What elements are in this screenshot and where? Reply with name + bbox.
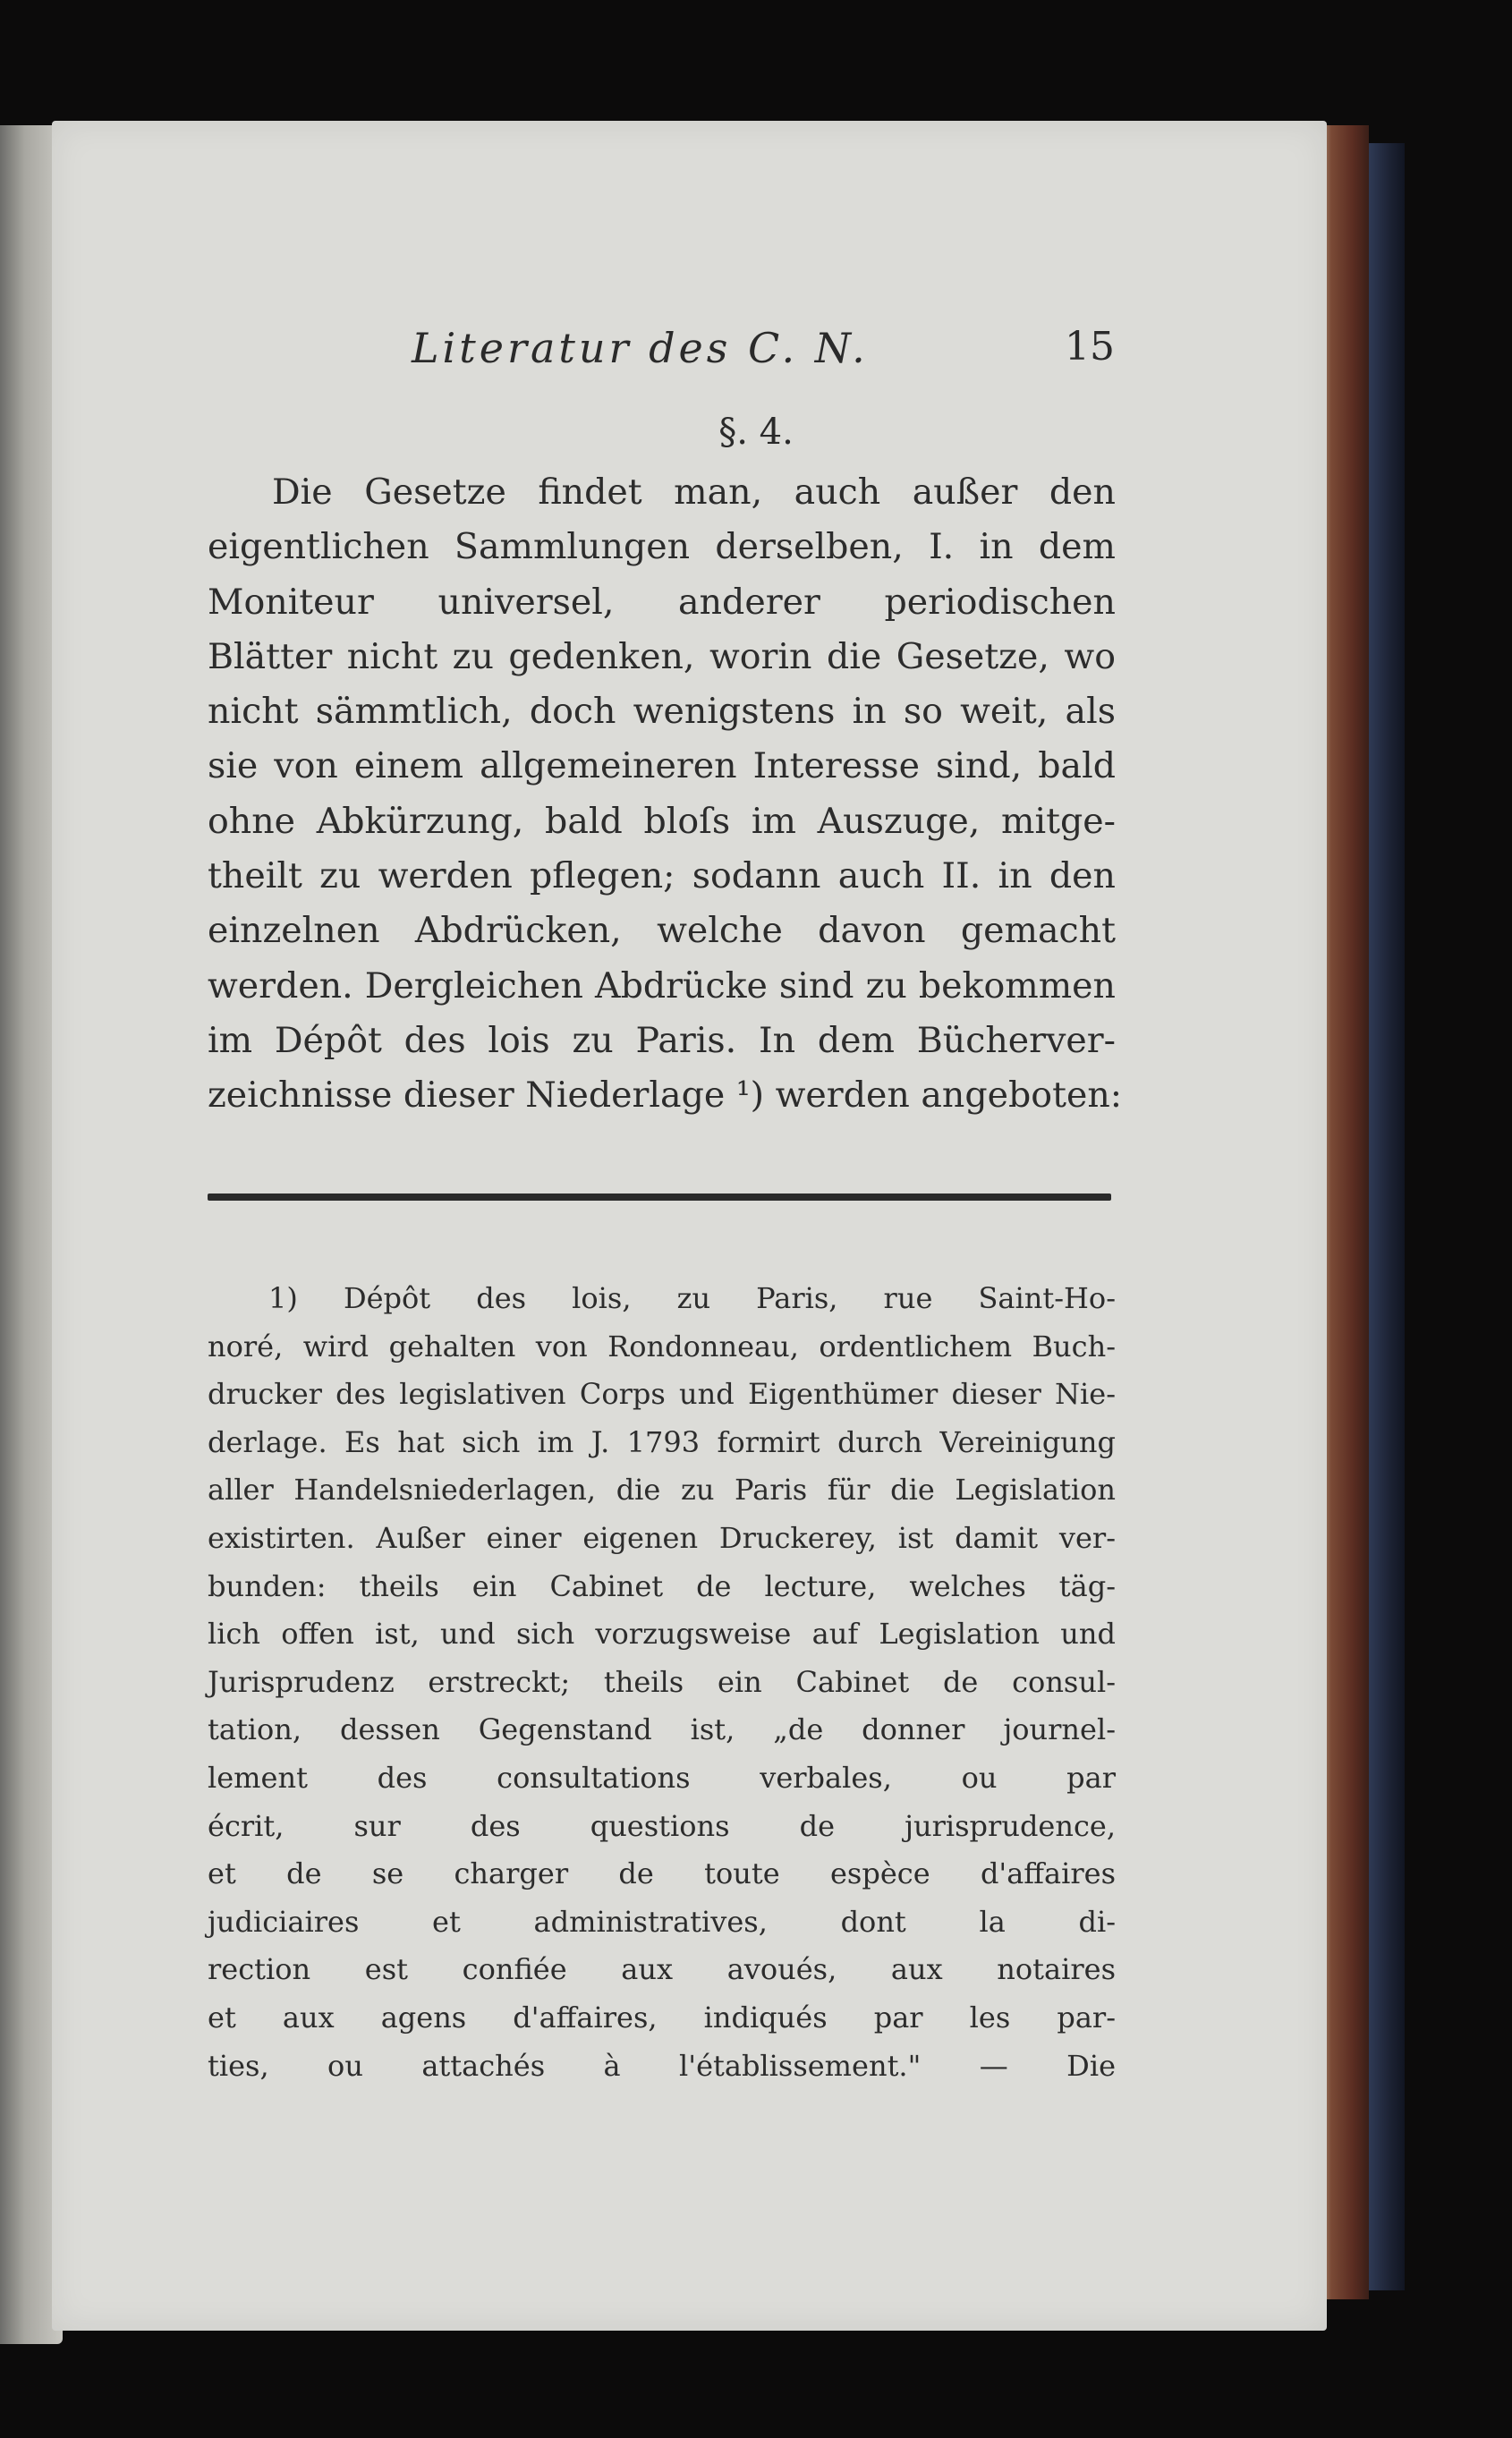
footnote-line: lich offen ist, und sich vorzugsweise auf Legislation und [208, 1617, 1116, 1652]
text-line: ohne Abkürzung, bald bloſs im Auszuge, mitge- [208, 800, 1116, 842]
footnote-line: aller Handelsniederlagen, die zu Paris für die Legislation [208, 1473, 1116, 1508]
footnote-line: drucker des legislativen Corps und Eigenthümer dieser Nie- [208, 1377, 1116, 1412]
footnote-line: existirten. Außer einer eigenen Druckerey, ist damit ver- [208, 1520, 1116, 1555]
book-cover-edge [1369, 143, 1405, 2290]
footnote-line: et de se charger de toute espèce d'affaires [208, 1856, 1116, 1891]
text-line: theilt zu werden pflegen; sodann auch II. in den [208, 855, 1116, 897]
page-number: 15 [1065, 324, 1115, 370]
text-line: nicht sämmtlich, doch wenigstens in so weit, als [208, 691, 1116, 733]
text-line: werden. Dergleichen Abdrücke sind zu bekommen [208, 964, 1116, 1007]
text-line: im Dépôt des lois zu Paris. In dem Bücherver- [208, 1019, 1116, 1061]
footnote-line: tation, dessen Gegenstand ist, „de donner journel- [208, 1712, 1116, 1747]
running-title: Literatur des C. N. [412, 324, 869, 372]
footnote-line: noré, wird gehalten von Rondonneau, ordentlichem Buch- [208, 1329, 1116, 1363]
text-line: Die Gesetze findet man, auch außer den [272, 471, 1116, 513]
footnote-line: ties, ou attachés à l'établissement." — Die [208, 2048, 1116, 2083]
footnote-line: judiciaires et administratives, dont la di- [208, 1904, 1116, 1939]
footnote-line: écrit, sur des questions de jurisprudence, [208, 1808, 1116, 1843]
text-line: einzelnen Abdrücken, welche davon gemacht [208, 910, 1116, 952]
footnote-line: derlage. Es hat sich im J. 1793 formirt durch Vereinigung [208, 1424, 1116, 1459]
text-line: eigentlichen Sammlungen derselben, I. in dem [208, 526, 1116, 568]
text-line: sie von einem allgemeineren Interesse sind, bald [208, 745, 1116, 787]
text-line: Blätter nicht zu gedenken, worin die Gesetze, wo [208, 635, 1116, 677]
footnote-line: et aux agens d'affaires, indiqués par les par- [208, 2000, 1116, 2034]
section-heading: §. 4. [718, 412, 794, 453]
footnote-line: lement des consultations verbales, ou par [208, 1760, 1116, 1795]
text-line: zeichnisse dieser Niederlage ¹) werden angeboten: [208, 1075, 1123, 1117]
footnote [208, 1275, 1116, 2090]
footnote-line: 1) Dépôt des lois, zu Paris, rue Saint-Ho- [268, 1281, 1116, 1315]
footnote-line: Jurisprudenz erstreckt; theils ein Cabinet de consul- [208, 1664, 1116, 1699]
main-paragraph [208, 465, 1123, 1124]
footnote-line: bunden: theils ein Cabinet de lecture, welches täg- [208, 1568, 1116, 1603]
text-line: Moniteur universel, anderer periodischen [208, 581, 1116, 623]
footnote-line: rection est confiée aux avoués, aux notaires [208, 1952, 1116, 1987]
footnote-divider [208, 1194, 1111, 1201]
